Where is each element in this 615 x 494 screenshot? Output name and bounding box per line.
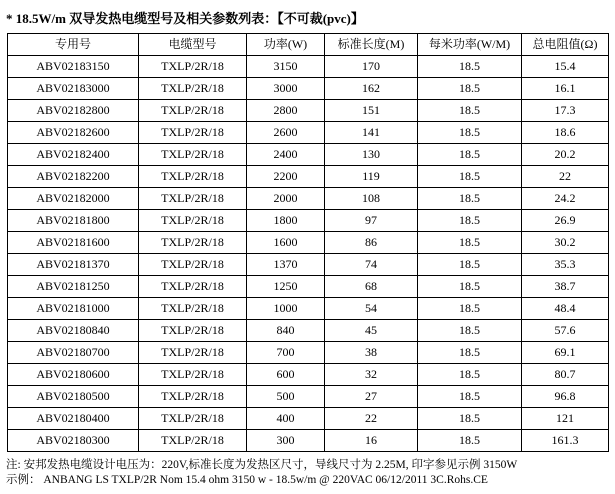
notes-section (6, 458, 615, 488)
cell-standard-length: 141 (325, 122, 418, 144)
cell-cable-type: TXLP/2R/18 (139, 56, 247, 78)
cell-model-code: ABV02180600 (8, 364, 139, 386)
cell-total-resistance: 15.4 (522, 56, 609, 78)
cell-total-resistance: 17.3 (522, 100, 609, 122)
cell-total-resistance: 48.4 (522, 298, 609, 320)
cell-model-code: ABV02181370 (8, 254, 139, 276)
column-header-power: 功率(W) (247, 34, 325, 56)
cell-cable-type: TXLP/2R/18 (139, 430, 247, 452)
cell-standard-length: 130 (325, 144, 418, 166)
cell-standard-length: 45 (325, 320, 418, 342)
cell-total-resistance: 80.7 (522, 364, 609, 386)
cell-power: 2800 (247, 100, 325, 122)
table-header-row (8, 34, 609, 56)
cell-power-per-meter: 18.5 (418, 210, 522, 232)
table-header (8, 34, 609, 56)
note-line-2: 示例： ANBANG LS TXLP/2R Nom 15.4 ohm 3150 w - 18.5w/m @ 220VAC 06/12/2011 3C.Rohs.CE (6, 474, 488, 486)
specification-table (7, 33, 609, 452)
cell-cable-type: TXLP/2R/18 (139, 144, 247, 166)
cell-total-resistance: 26.9 (522, 210, 609, 232)
cell-standard-length: 38 (325, 342, 418, 364)
column-header-power-per-meter: 每米功率(W/M) (418, 34, 522, 56)
cell-total-resistance: 121 (522, 408, 609, 430)
cell-power-per-meter: 18.5 (418, 342, 522, 364)
cell-standard-length: 119 (325, 166, 418, 188)
cell-model-code: ABV02180500 (8, 386, 139, 408)
cell-power-per-meter: 18.5 (418, 386, 522, 408)
cell-total-resistance: 18.6 (522, 122, 609, 144)
table-row (8, 408, 609, 430)
cell-power: 400 (247, 408, 325, 430)
cell-total-resistance: 22 (522, 166, 609, 188)
cell-power: 2600 (247, 122, 325, 144)
cell-cable-type: TXLP/2R/18 (139, 298, 247, 320)
cell-power: 2200 (247, 166, 325, 188)
cell-model-code: ABV02182200 (8, 166, 139, 188)
cell-model-code: ABV02182800 (8, 100, 139, 122)
cell-power-per-meter: 18.5 (418, 254, 522, 276)
cell-power: 300 (247, 430, 325, 452)
cell-model-code: ABV02183150 (8, 56, 139, 78)
cell-cable-type: TXLP/2R/18 (139, 386, 247, 408)
cell-power: 700 (247, 342, 325, 364)
table-row (8, 78, 609, 100)
cell-power-per-meter: 18.5 (418, 78, 522, 100)
cell-cable-type: TXLP/2R/18 (139, 254, 247, 276)
cell-cable-type: TXLP/2R/18 (139, 320, 247, 342)
cell-power-per-meter: 18.5 (418, 166, 522, 188)
table-row (8, 232, 609, 254)
cell-power: 3000 (247, 78, 325, 100)
cell-power-per-meter: 18.5 (418, 100, 522, 122)
cell-power-per-meter: 18.5 (418, 276, 522, 298)
cell-power-per-meter: 18.5 (418, 122, 522, 144)
column-header-standard-length: 标准长度(M) (325, 34, 418, 56)
cell-model-code: ABV02181000 (8, 298, 139, 320)
cell-cable-type: TXLP/2R/18 (139, 276, 247, 298)
note-line-1: 注: 安邦发热电缆设计电压为：220V,标准长度为发热区尺寸，导线尺寸为 2.25M, 印字参见示例 3150W (6, 459, 518, 471)
cell-power-per-meter: 18.5 (418, 298, 522, 320)
table-row (8, 276, 609, 298)
table-row (8, 320, 609, 342)
table-row (8, 430, 609, 452)
cell-power-per-meter: 18.5 (418, 56, 522, 78)
cell-total-resistance: 38.7 (522, 276, 609, 298)
cell-cable-type: TXLP/2R/18 (139, 188, 247, 210)
cell-model-code: ABV02180700 (8, 342, 139, 364)
cell-standard-length: 86 (325, 232, 418, 254)
cell-cable-type: TXLP/2R/18 (139, 232, 247, 254)
cell-power: 600 (247, 364, 325, 386)
cell-standard-length: 97 (325, 210, 418, 232)
table-row (8, 210, 609, 232)
cell-standard-length: 170 (325, 56, 418, 78)
cell-standard-length: 27 (325, 386, 418, 408)
table-row (8, 254, 609, 276)
table-row (8, 100, 609, 122)
cell-power: 1000 (247, 298, 325, 320)
cell-total-resistance: 57.6 (522, 320, 609, 342)
cell-standard-length: 68 (325, 276, 418, 298)
cell-total-resistance: 24.2 (522, 188, 609, 210)
cell-standard-length: 16 (325, 430, 418, 452)
cell-model-code: ABV02180300 (8, 430, 139, 452)
cell-cable-type: TXLP/2R/18 (139, 364, 247, 386)
table-row (8, 298, 609, 320)
cell-standard-length: 74 (325, 254, 418, 276)
cell-cable-type: TXLP/2R/18 (139, 342, 247, 364)
cell-standard-length: 162 (325, 78, 418, 100)
cell-model-code: ABV02180400 (8, 408, 139, 430)
cell-power: 2400 (247, 144, 325, 166)
cell-standard-length: 108 (325, 188, 418, 210)
page-title: * 18.5W/m 双导发热电缆型号及相关参数列表：【不可裁(pvc)】 (6, 11, 364, 26)
cell-total-resistance: 20.2 (522, 144, 609, 166)
cell-total-resistance: 161.3 (522, 430, 609, 452)
cell-power: 1600 (247, 232, 325, 254)
cell-model-code: ABV02182000 (8, 188, 139, 210)
cell-model-code: ABV02183000 (8, 78, 139, 100)
cell-cable-type: TXLP/2R/18 (139, 100, 247, 122)
column-header-model-code: 专用号 (8, 34, 139, 56)
cell-cable-type: TXLP/2R/18 (139, 408, 247, 430)
cell-standard-length: 54 (325, 298, 418, 320)
cell-model-code: ABV02181800 (8, 210, 139, 232)
cell-power-per-meter: 18.5 (418, 188, 522, 210)
cell-total-resistance: 96.8 (522, 386, 609, 408)
cell-cable-type: TXLP/2R/18 (139, 210, 247, 232)
table-body (8, 56, 609, 452)
cell-model-code: ABV02182400 (8, 144, 139, 166)
cell-power-per-meter: 18.5 (418, 408, 522, 430)
cell-power: 500 (247, 386, 325, 408)
cell-cable-type: TXLP/2R/18 (139, 122, 247, 144)
cell-standard-length: 32 (325, 364, 418, 386)
cell-model-code: ABV02182600 (8, 122, 139, 144)
cell-total-resistance: 30.2 (522, 232, 609, 254)
table-row (8, 166, 609, 188)
cell-standard-length: 22 (325, 408, 418, 430)
table-row (8, 56, 609, 78)
cell-total-resistance: 69.1 (522, 342, 609, 364)
cell-power: 1800 (247, 210, 325, 232)
cell-power: 1370 (247, 254, 325, 276)
table-row (8, 188, 609, 210)
column-header-total-resistance: 总电阻值(Ω) (522, 34, 609, 56)
cell-power-per-meter: 18.5 (418, 144, 522, 166)
cell-power: 1250 (247, 276, 325, 298)
table-row (8, 342, 609, 364)
cell-power-per-meter: 18.5 (418, 320, 522, 342)
cell-model-code: ABV02180840 (8, 320, 139, 342)
cell-total-resistance: 16.1 (522, 78, 609, 100)
table-row (8, 144, 609, 166)
cell-model-code: ABV02181600 (8, 232, 139, 254)
table-row (8, 122, 609, 144)
table-row (8, 364, 609, 386)
cell-cable-type: TXLP/2R/18 (139, 78, 247, 100)
cell-cable-type: TXLP/2R/18 (139, 166, 247, 188)
cell-power: 3150 (247, 56, 325, 78)
cell-power: 840 (247, 320, 325, 342)
cell-power: 2000 (247, 188, 325, 210)
cell-power-per-meter: 18.5 (418, 430, 522, 452)
cell-standard-length: 151 (325, 100, 418, 122)
table-row (8, 386, 609, 408)
cell-power-per-meter: 18.5 (418, 364, 522, 386)
cell-total-resistance: 35.3 (522, 254, 609, 276)
cell-power-per-meter: 18.5 (418, 232, 522, 254)
column-header-cable-type: 电缆型号 (139, 34, 247, 56)
cell-model-code: ABV02181250 (8, 276, 139, 298)
